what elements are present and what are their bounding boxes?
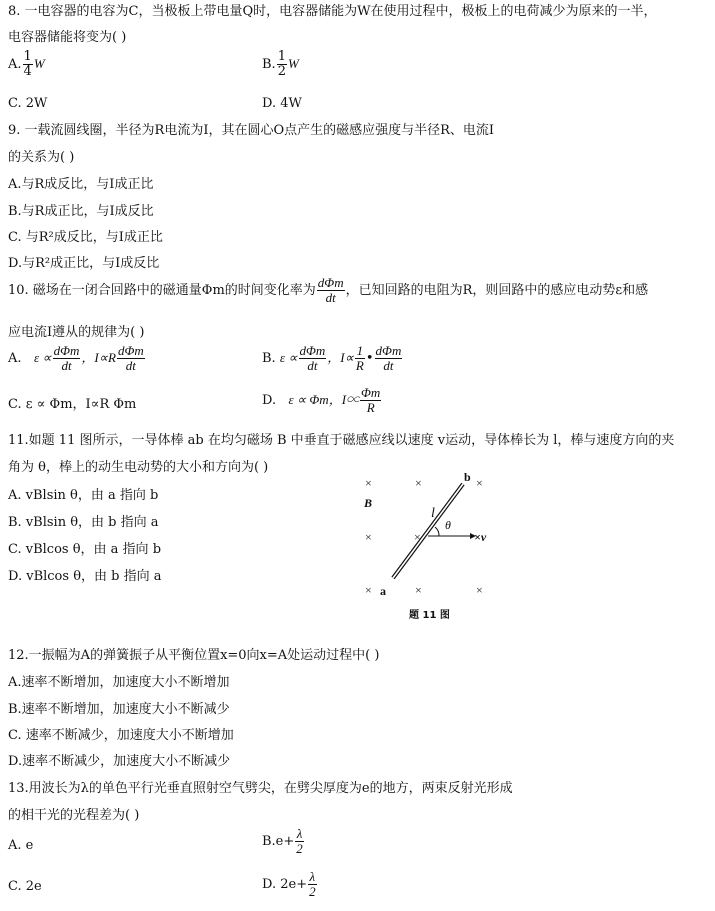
q12-option-b: B.速率不断增加，加速度大小不断减少 [8, 702, 230, 717]
conductor-rod-inner [393, 484, 463, 578]
cross-mark: × [415, 476, 422, 490]
q12-option-c: C. 速率不断减少，加速度大小不断增加 [8, 728, 234, 743]
q9-stem-line1: 9. 一载流圆线圈，半径为R电流为I，其在圆心O点产生的磁感应强度与半径R、电流I [8, 123, 495, 138]
cross-mark: × [476, 476, 483, 490]
q8-stem-line2: 电容器储能将变为( ) [8, 30, 127, 45]
q8-option-b: B. $\frac{1}{2}$ W [262, 49, 299, 79]
label-b: b [464, 470, 471, 484]
q10-stem-line2: 应电流I遵从的规律为( ) [8, 325, 145, 340]
q10-stem-line1: 10. 磁场在一闭合回路中的磁通量Φm的时间变化率为 $\frac{\text{dΦm}}{dt}$ ，已知回路的电阻为R，则回路中的感应电动势ε和感 [8, 275, 649, 305]
cross-mark: × [414, 530, 421, 544]
q12-option-a: A.速率不断增加，加速度大小不断增加 [8, 675, 230, 690]
q8-option-d: D. 4W [262, 96, 302, 111]
q10-option-d: D. ε ∝ Φm，I∝ $\frac{\Phi m}{R}$ [262, 385, 381, 415]
label-field-B: B [364, 496, 373, 510]
q11-stem-line1: 11.如题 11 图所示，一导体棒 ab 在均匀磁场 B 中垂直于磁感应线以速度 v运动，导体棒长为 l，棒与速度方向的夹 [8, 433, 675, 448]
q13-stem-line2: 的相干光的光程差为( ) [8, 808, 140, 823]
q8-option-c: C. 2W [8, 96, 48, 111]
q11-stem-line2: 角为 θ，棒上的动生电动势的大小和方向为( ) [8, 460, 269, 475]
q8-option-a: A. $\frac{1}{4}$ W [8, 49, 45, 79]
label-theta: θ [445, 518, 451, 532]
q10-option-b: B. ε ∝ $\frac{\text{dΦm}}{dt}$ ，I∝ $\frac{1}{R}$ • $\frac{\text{dΦm}}{dt}$ [262, 343, 402, 373]
cross-mark: × [415, 583, 422, 597]
label-length-l: l [431, 506, 435, 521]
q9-option-c: C. 与R²成反比，与I成正比 [8, 230, 163, 245]
q11-figure [355, 468, 505, 623]
q9-option-d: D.与R²成正比，与I成反比 [8, 256, 160, 271]
q13-option-a: A. e [8, 838, 34, 853]
q12-option-d: D.速率不断减少，加速度大小不断减少 [8, 754, 231, 769]
q13-option-d: D. 2e+ $\frac{\lambda}{2}$ [262, 869, 316, 899]
q11-option-a: A. vBlsin θ，由 a 指向 b [8, 488, 159, 503]
q13-option-c: C. 2e [8, 879, 42, 894]
cross-mark: × [476, 583, 483, 597]
q12-stem-line1: 12.一振幅为A的弹簧振子从平衡位置x=0向x=A处运动过程中( ) [8, 648, 380, 663]
cross-mark: × [365, 583, 372, 597]
q11-option-d: D. vBlcos θ，由 b 指向 a [8, 569, 162, 584]
q13-stem-line1: 13.用波长为λ的单色平行光垂直照射空气劈尖，在劈尖厚度为e的地方，两束反射光形成 [8, 781, 513, 796]
q11-figure-drawing [355, 468, 505, 623]
q10-option-a: A. ε ∝ $\frac{\text{dΦm}}{dt}$ ，I∝R $\frac{\text{dΦm}}{dt}$ [8, 343, 144, 373]
q9-stem-line2: 的关系为( ) [8, 150, 75, 165]
q13-option-b: B.e+ $\frac{\lambda}{2}$ [262, 826, 303, 856]
q8-stem-line1: 8. 一电容器的电容为C，当极板上带电量Q时，电容器储能为W在使用过程中，极板上的电荷减少为原来的一半， [8, 4, 657, 19]
figure-caption: 题 11 图 [409, 610, 450, 621]
q9-option-a: A.与R成反比，与I成正比 [8, 177, 154, 192]
q10-option-c: C. ε ∝ Φm，I∝R Φm [8, 397, 137, 412]
q9-option-b: B.与R成正比，与I成反比 [8, 204, 154, 219]
q11-option-b: B. vBlsin θ，由 b 指向 a [8, 515, 159, 530]
angle-arc [435, 527, 439, 536]
cross-mark: × [365, 476, 372, 490]
label-a: a [380, 584, 386, 598]
q11-option-c: C. vBlcos θ，由 a 指向 b [8, 542, 162, 557]
label-velocity: ×v [474, 530, 487, 544]
cross-mark: × [365, 530, 372, 544]
